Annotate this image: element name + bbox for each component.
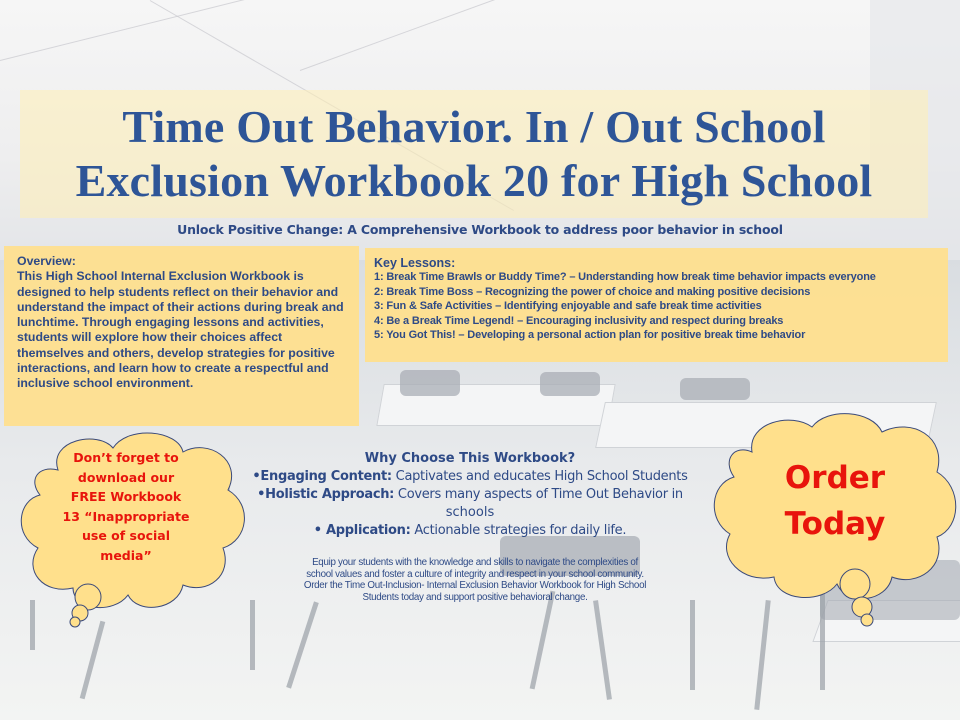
chair bbox=[540, 372, 600, 396]
cloud-line: Today bbox=[784, 506, 886, 542]
order-today-cloud[interactable] bbox=[712, 412, 960, 632]
cloud-line: 13 “Inappropriate bbox=[62, 508, 190, 524]
overview-box bbox=[4, 246, 359, 426]
why-choose-heading: Why Choose This Workbook? bbox=[364, 451, 576, 466]
why-item-text: Covers many aspects of Time Out Behavior in bbox=[394, 487, 683, 502]
why-item-text: Captivates and educates High School Students bbox=[391, 469, 688, 484]
chair bbox=[680, 378, 750, 400]
cloud-line: use of social bbox=[82, 528, 170, 543]
free-workbook-text bbox=[46, 448, 206, 565]
closing-line: Equip your students with the knowledge and skills to navigate the complexities of bbox=[312, 557, 638, 568]
chair-leg bbox=[690, 600, 695, 690]
cloud-line: download our bbox=[77, 469, 175, 485]
free-workbook-cloud[interactable] bbox=[18, 430, 248, 630]
overview-body: This High School Internal Exclusion Workbook is designed to help students reflect on their behavior and understand the impact of their actions during break and lunchtime. Through engaging lessons and activities, students will explore how their choices affect themselves and others, develop strategies for positive interactions, and learn how to create a respectful and inclusive school environment. bbox=[17, 269, 344, 391]
why-item-continuation: schools bbox=[445, 505, 495, 520]
title-banner bbox=[20, 90, 928, 218]
cloud-line: Order bbox=[784, 460, 886, 496]
why-item-engaging bbox=[200, 468, 740, 486]
why-item-application bbox=[200, 522, 740, 540]
page-title-line-2: Exclusion Workbook 20 for High School bbox=[75, 155, 873, 206]
cloud-line: Don’t forget to bbox=[73, 450, 179, 465]
why-item-label: • Application: bbox=[313, 523, 411, 538]
lesson-item: 4: Be a Break Time Legend! – Encouraging inclusivity and respect during breaks bbox=[374, 314, 784, 327]
why-item-label: •Engaging Content: bbox=[252, 469, 392, 484]
key-lessons-heading: Key Lessons: bbox=[374, 256, 456, 270]
lesson-item: 3: Fun & Safe Activities – Identifying enjoyable and safe break time activities bbox=[374, 300, 762, 312]
cloud-line: FREE Workbook bbox=[70, 489, 182, 504]
closing-line: Students today and support positive behavioral change. bbox=[362, 591, 588, 603]
why-item-holistic bbox=[200, 486, 740, 504]
lesson-item: 1: Break Time Brawls or Buddy Time? – Understanding how break time behavior impacts everyone bbox=[374, 271, 876, 283]
why-choose-section bbox=[200, 450, 740, 540]
closing-line: school values and foster a culture of integrity and respect in your school community. bbox=[306, 568, 644, 580]
why-item-text: Actionable strategies for daily life. bbox=[410, 523, 627, 538]
chair-leg bbox=[250, 600, 255, 670]
subtitle: Unlock Positive Change: A Comprehensive Workbook to address poor behavior in school bbox=[177, 222, 783, 237]
page-title-line-1: Time Out Behavior. In / Out School bbox=[122, 101, 826, 152]
key-lessons-box bbox=[365, 248, 948, 362]
lesson-item: 5: You Got This! – Developing a personal action plan for positive break time behavior bbox=[374, 329, 806, 341]
cloud-line: media” bbox=[100, 547, 152, 563]
chair bbox=[400, 370, 460, 396]
why-item-label: •Holistic Approach: bbox=[257, 487, 395, 502]
closing-paragraph bbox=[230, 557, 720, 603]
overview-heading: Overview: bbox=[17, 254, 76, 268]
lesson-item: 2: Break Time Boss – Recognizing the power of choice and making positive decisions bbox=[374, 285, 811, 298]
closing-line: Order the Time Out-Inclusion- Internal Exclusion Behavior Workbook for High School bbox=[303, 580, 647, 591]
order-today-text bbox=[750, 455, 920, 547]
